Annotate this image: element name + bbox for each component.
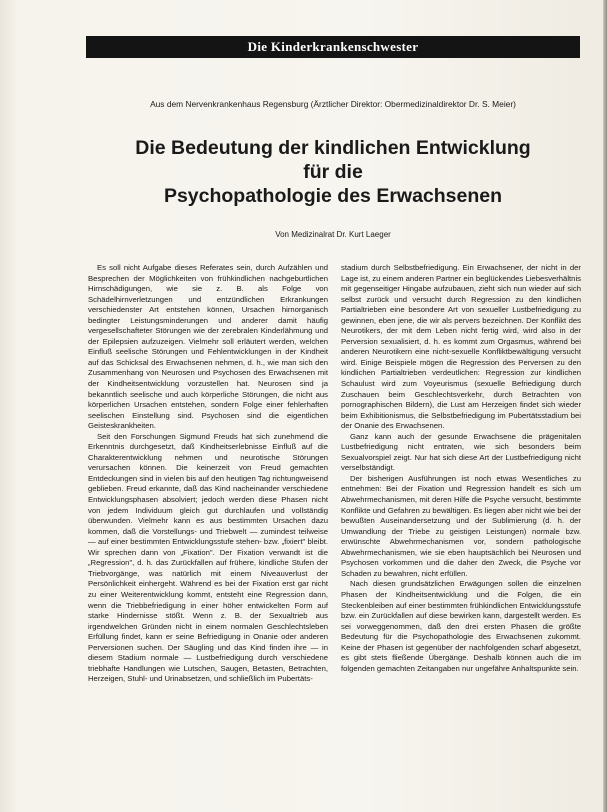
paragraph: Seit den Forschungen Sigmund Freuds hat sich zunehmend die Erkenntnis durchgesetzt, daß Kindheitserlebnisse Einfluß auf die Charakterentwicklung nehmen und neurotische Störungen verursachen können. Die keinerzeit von Freud gemachten Entdeckungen sind in vielen bis auf den heutigen Tag richtungweisend geblieben. Freud erkannte, daß das Kind nacheinander verschiedene Entwicklungsphasen absolviert; jedoch werden diese Phasen nicht von jedem Individuum gleich gut durchlaufen und vollständig überwunden. Vielmehr kann es aus bestimmten Ursachen dazu kommen, daß die Vorstellungs- und Triebwelt — zumindest teilweise — auf einer bestimmten Entwicklungsstufe stehen- bzw. „fixiert" bleibt. Wir sprechen dann von „Fixation". Der Fixation verwandt ist die „Regression", d. h. das Zurückfallen auf frühere, kindliche Stufen der Triebvorgänge, was natürlich mit einem Niveauverlust der Persönlichkeit einhergeht. Während es bei der Fixation erst gar nicht zu einer Weiterentwicklung kommt, entsteht eine Regression dann, wenn die Triebbefriedigung in einer höher entwickelten Form auf starke Hindernisse stößt. Wenn z. B. der Sexualtrieb aus irgendwelchen Gründen nicht in einem normalen Geschlechtsleben Erfüllung findet, kann er seine Befriedigung in Onanie oder anderen Perversionen suchen. Der Säugling und das Kind finden ihre — in diesem Stadium normale — Lustbefriedigung durch verschiedene triebhafte Handlungen wie Lutschen, Saugen, Betasten, Betrachten, Herzeigen, Stuhl- und Urinabsetzen, und schließlich im Pubertäts- — [88, 431, 328, 684]
paragraph: Ganz kann auch der gesunde Erwachsene die prägenitalen Lustbefriedigung nicht entraten, wie sich besonders beim Sexualvorspiel zeigt. Nur hat sich diese Art der Lustbefriedigung nicht verselbständigt. — [341, 431, 581, 473]
affiliation-line: Aus dem Nervenkrankenhaus Regensburg (Ärztlicher Direktor: Obermedizinaldirektor Dr. S. Meier) — [150, 99, 516, 109]
author-line: Von Medizinalrat Dr. Kurt Laeger — [275, 230, 391, 239]
paragraph: stadium durch Selbstbefriedigung. Ein Erwachsener, der nicht in der Lage ist, zu einem anderen Partner ein beglückendes Liebesverhältnis mit gegenseitiger Hingabe aufzubauen, zieht sich nun wieder auf sich selbst zurück und versucht durch Regression zu den kindlichen Partialtrieben eine besondere Art von sexueller Lustbefriedigung zu gewinnen, eben jene, die wir als pervers bezeichnen. Der Konflikt des Neurotikers, der mit dem Leben nicht fertig wird, wird also in der Perversion sexualisiert, d. h. es kommt zum Orgasmus, während bei anderen Neurotikern eine nicht-sexuelle Konfliktbewältigung versucht wird. Einige Beispiele mögen die Regression des Perversen zu den kindlichen Partialtrieben verdeutlichen: Regression zur kindlichen Schaulust wird zum Voyeurismus (sexuelle Befriedigung durch Zuschauen beim Geschlechtsverkehr, durch Betrachten von pornographischen Bildern), die Lust am Herzeigen findet sich wieder beim Exhibitionismus, die Selbstbefriedigung im Pubertätsstadium bei der Onanie des Erwachsenen. — [341, 263, 581, 431]
title-line-1: Die Bedeutung der kindlichen Entwicklung — [135, 137, 531, 159]
title-line-2: für die — [303, 161, 363, 183]
title-line-3: Psychopathologie des Erwachsenen — [163, 185, 503, 207]
article-title — [86, 136, 580, 208]
paragraph: Der bisherigen Ausführungen ist noch etwas Wesentliches zu entnehmen: Bei der Fixation und Regression handelt es sich um Abwehrmechanismen, mit deren Hilfe die Psyche versucht, bestimmte Konflikte und Gefahren zu bewältigen. Es liegen aber nicht wie bei der bewußten Auseinandersetzung und der Sublimierung (d. h. der Umwandlung der Triebe zu geistigen Leistungen) normale bzw. erwünschte Abwehrmechanismen vor, sondern pathologische Abwehrmechanismen, wie sie eben hauptsächlich bei Neurosen und Psychosen vorkommen und die daher den Zweck, die Psyche vor Schaden zu bewahren, nicht erfüllen. — [341, 473, 581, 578]
page-edge-shadow — [603, 0, 607, 812]
section-banner: Die Kinderkrankenschwester — [86, 36, 580, 58]
paragraph: Es soll nicht Aufgabe dieses Referates sein, durch Aufzählen und Besprechen der Möglichkeiten von frühkindlichen nachgeburtlichen Hirnschädigungen, wie sie z. B. als Folge von Schädelhirnverletzungen und entzündlichen Erkrankungen verschiedenster Art entstehen können, Ursachen hirnorganisch bedingter Leistungsminderungen und anderer damit häufig vergesellschafteter Störungen wie der zerebralen Kinderlähmung und der Epilepsien aufzuzeigen. Vielmehr soll erläutert werden, welchen Einfluß seelische Störungen und Fehlentwicklungen in der Kindheit auf das Schicksal des Erwachsenen nehmen, d. h., wie man sich den Zusammenhang von Neurosen und Psychosen des Erwachsenen mit der Kindheitsentwicklung vorzustellen hat. Neurosen sind ja bekanntlich seelische und auch körperliche Störungen, die nicht aus körperlichen Ursachen entstehen, sondern Folge einer fehlerhaften seelischen Einstellung sind. Psychosen sind die eigentlichen Geisteskrankheiten. — [88, 263, 328, 431]
left-column — [88, 263, 328, 685]
paragraph: Nach diesen grundsätzlichen Erwägungen sollen die einzelnen Phasen der Kindheitsentwicklung und die Folgen, die ein Steckenbleiben auf einer bestimmten frühkindlichen Entwicklungsstufe bzw. ein Zurückfallen auf diese bewirken kann, dargestellt werden. Es sei vorweggenommen, daß den drei ersten Phasen die größte Bedeutung für die Psychopathologie des Erwachsenen zukommt. Keine der Phasen ist gegenüber der nachfolgenden scharf abgesetzt, es gibt stets fließende Übergänge. Deshalb können auch die im folgenden gemachten Zeitangaben nur ungefähre Anhaltspunkte sein. — [341, 579, 581, 673]
right-column — [341, 263, 581, 674]
